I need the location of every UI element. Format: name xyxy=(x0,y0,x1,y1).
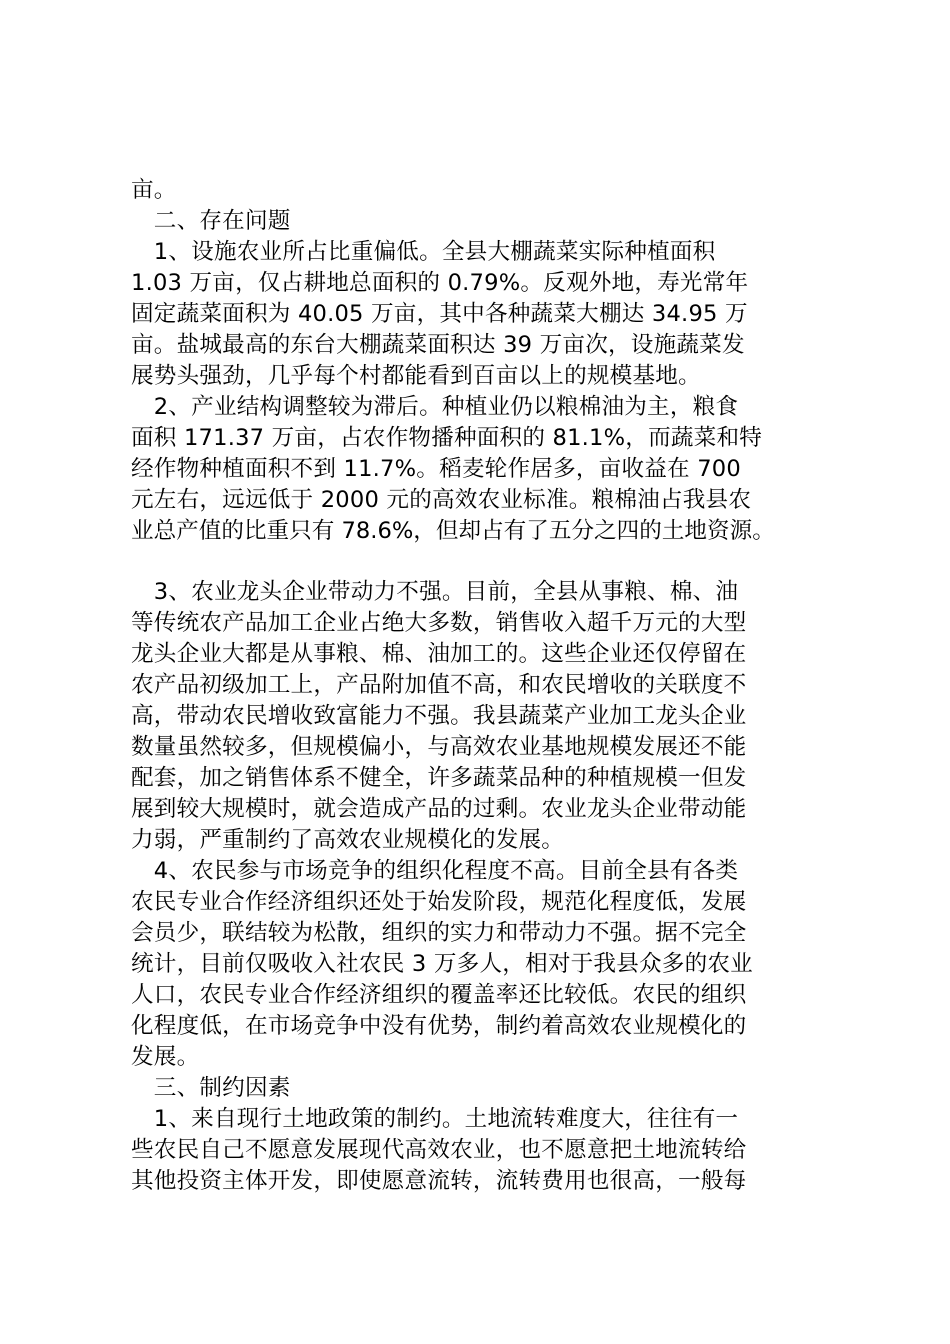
text-line: 业总产值的比重只有 78.6%，但却占有了五分之四的土地资源。 xyxy=(131,518,775,544)
text-line: 1.03 万亩，仅占耕地总面积的 0.79%。反观外地，寿光常年 xyxy=(131,270,749,296)
text-line: 发展。 xyxy=(131,1044,200,1070)
section-heading-constraints: 三、制约因素 xyxy=(131,1075,291,1101)
text-line: 化程度低，在市场竞争中没有优势，制约着高效农业规模化的 xyxy=(131,1013,747,1039)
text-line: 1、来自现行土地政策的制约。土地流转难度大，往往有一 xyxy=(131,1106,739,1132)
text-line: 农产品初级加工上，产品附加值不高，和农民增收的关联度不 xyxy=(131,672,747,698)
text-line: 展到较大规模时，就会造成产品的过剩。农业龙头企业带动能 xyxy=(131,796,747,822)
text-line: 统计，目前仅吸收入社农民 3 万多人，相对于我县众多的农业 xyxy=(131,951,753,977)
section-heading-problems: 二、存在问题 xyxy=(131,208,291,234)
text-line: 展势头强劲，几乎每个村都能看到百亩以上的规模基地。 xyxy=(131,363,701,389)
text-line: 2、产业结构调整较为滞后。种植业仍以粮棉油为主，粮食 xyxy=(131,394,739,420)
text-line: 固定蔬菜面积为 40.05 万亩，其中各种蔬菜大棚达 34.95 万 xyxy=(131,301,748,327)
text-line: 高，带动农民增收致富能力不强。我县蔬菜产业加工龙头企业 xyxy=(131,703,747,729)
text-line: 经作物种植面积不到 11.7%。稻麦轮作居多，亩收益在 700 xyxy=(131,456,741,482)
text-line: 等传统农产品加工企业占绝大多数，销售收入超千万元的大型 xyxy=(131,610,747,636)
text-line: 元左右，远远低于 2000 元的高效农业标准。粮棉油占我县农 xyxy=(131,487,752,513)
text-line: 4、农民参与市场竞争的组织化程度不高。目前全县有各类 xyxy=(131,858,739,884)
text-line: 1、设施农业所占比重偏低。全县大棚蔬菜实际种植面积 xyxy=(131,239,716,265)
text-line: 力弱，严重制约了高效农业规模化的发展。 xyxy=(131,827,565,853)
text-line: 亩。盐城最高的东台大棚蔬菜面积达 39 万亩次，设施蔬菜发 xyxy=(131,332,745,358)
text-line: 龙头企业大都是从事粮、棉、油加工的。这些企业还仅停留在 xyxy=(131,641,747,667)
text-line: 亩。 xyxy=(131,177,177,203)
text-line: 人口，农民专业合作经济组织的覆盖率还比较低。农民的组织 xyxy=(131,982,747,1008)
text-line: 农民专业合作经济组织还处于始发阶段，规范化程度低，发展 xyxy=(131,889,747,915)
text-line: 数量虽然较多，但规模偏小，与高效农业基地规模发展还不能 xyxy=(131,734,747,760)
text-line: 些农民自己不愿意发展现代高效农业，也不愿意把土地流转给 xyxy=(131,1137,747,1163)
text-line: 其他投资主体开发，即使愿意流转，流转费用也很高，一般每 xyxy=(131,1168,747,1194)
text-line: 3、农业龙头企业带动力不强。目前，全县从事粮、棉、油 xyxy=(131,579,739,605)
text-line: 会员少，联结较为松散，组织的实力和带动力不强。据不完全 xyxy=(131,920,747,946)
text-line: 面积 171.37 万亩，占农作物播种面积的 81.1%，而蔬菜和特 xyxy=(131,425,763,451)
text-line: 配套，加之销售体系不健全，许多蔬菜品种的种植规模一但发 xyxy=(131,765,747,791)
